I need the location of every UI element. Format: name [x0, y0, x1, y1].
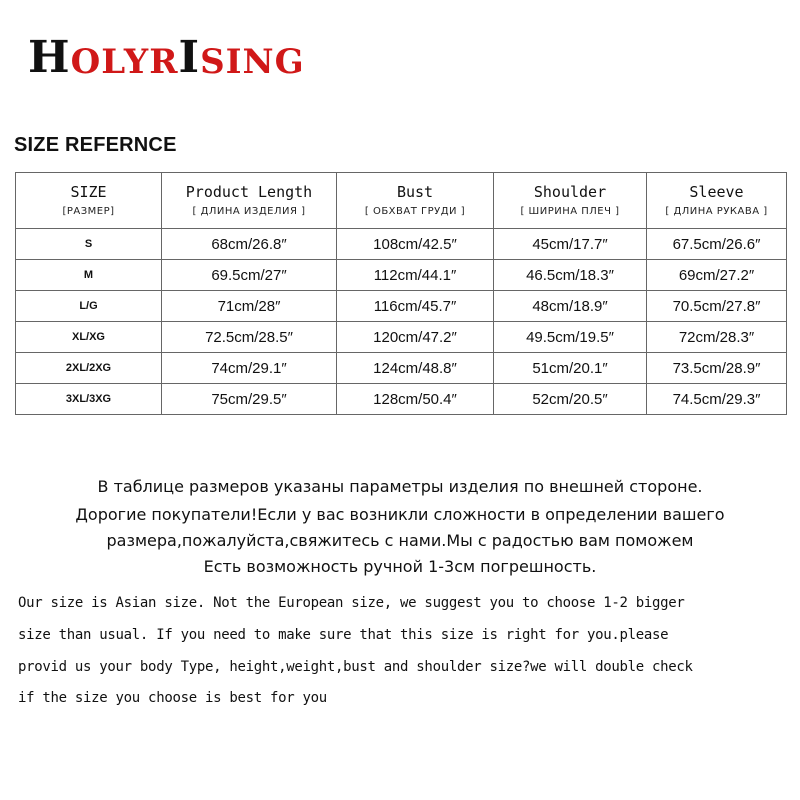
size-cell: M	[16, 260, 162, 291]
logo-letter-h: H	[28, 32, 71, 83]
table-row	[16, 384, 787, 415]
length-cell: 68cm/26.8″	[162, 229, 337, 260]
bust-cell: 124cm/48.8″	[337, 353, 494, 384]
length-cell: 72.5cm/28.5″	[162, 322, 337, 353]
russian-note-line-2: Дорогие покупатели!Если у вас возникли сложности в определении вашего	[75, 505, 725, 524]
sleeve-cell: 70.5cm/27.8″	[647, 291, 787, 322]
shoulder-cell: 48cm/18.9″	[494, 291, 647, 322]
sleeve-cell: 69cm/27.2″	[647, 260, 787, 291]
russian-note-line-1: В таблице размеров указаны параметры изделия по внешней стороне.	[97, 477, 703, 496]
shoulder-cell: 49.5cm/19.5″	[494, 322, 647, 353]
bust-cell: 116cm/45.7″	[337, 291, 494, 322]
bust-cell: 128cm/50.4″	[337, 384, 494, 415]
table-row	[16, 353, 787, 384]
brand-logo	[28, 30, 305, 83]
bust-cell: 112cm/44.1″	[337, 260, 494, 291]
table-header-row	[16, 173, 787, 229]
size-cell: 3XL/3XG	[16, 384, 162, 415]
english-note-line-2: size than usual. If you need to make sure that this size is right for you.please	[18, 627, 669, 643]
sleeve-cell: 73.5cm/28.9″	[647, 353, 787, 384]
length-cell: 71cm/28″	[162, 291, 337, 322]
bust-cell: 120cm/47.2″	[337, 322, 494, 353]
size-cell: 2XL/2XG	[16, 353, 162, 384]
shoulder-cell: 52cm/20.5″	[494, 384, 647, 415]
english-note-line-1: Our size is Asian size. Not the European size, we suggest you to choose 1-2 bigger	[18, 595, 685, 611]
shoulder-cell: 46.5cm/18.3″	[494, 260, 647, 291]
length-cell: 69.5cm/27″	[162, 260, 337, 291]
bust-cell: 108cm/42.5″	[337, 229, 494, 260]
shoulder-cell: 51cm/20.1″	[494, 353, 647, 384]
table-row	[16, 291, 787, 322]
sleeve-cell: 72cm/28.3″	[647, 322, 787, 353]
length-cell: 74cm/29.1″	[162, 353, 337, 384]
english-note-line-3: provid us your body Type, height,weight,bust and shoulder size?we will double check	[18, 659, 693, 675]
size-cell: XL/XG	[16, 322, 162, 353]
russian-note-line-4: Есть возможность ручной 1-3см погрешность.	[203, 557, 597, 576]
table-row	[16, 229, 787, 260]
header-size: SIZE [РАЗМЕР]	[16, 173, 162, 229]
logo-letters-olyr: OLYR	[70, 42, 179, 82]
logo-letters-sing: SING	[200, 42, 305, 82]
table-row	[16, 322, 787, 353]
table-row	[16, 260, 787, 291]
sleeve-cell: 74.5cm/29.3″	[647, 384, 787, 415]
size-table	[15, 172, 787, 415]
russian-note-line-3: размера,пожалуйста,свяжитесь с нами.Мы с радостью вам поможем	[106, 531, 694, 550]
section-title: SIZE REFERNCE	[14, 134, 177, 156]
shoulder-cell: 45cm/17.7″	[494, 229, 647, 260]
size-cell: L/G	[16, 291, 162, 322]
length-cell: 75cm/29.5″	[162, 384, 337, 415]
size-cell: S	[16, 229, 162, 260]
header-bust: Bust [ ОБХВАТ ГРУДИ ]	[337, 173, 494, 229]
logo-letter-i: I	[178, 32, 201, 83]
header-sleeve: Sleeve [ ДЛИНА РУКАВА ]	[647, 173, 787, 229]
header-shoulder: Shoulder [ ШИРИНА ПЛЕЧ ]	[494, 173, 647, 229]
sleeve-cell: 67.5cm/26.6″	[647, 229, 787, 260]
english-note-line-4: if the size you choose is best for you	[18, 690, 327, 706]
header-product-length: Product Length [ ДЛИНА ИЗДЕЛИЯ ]	[162, 173, 337, 229]
